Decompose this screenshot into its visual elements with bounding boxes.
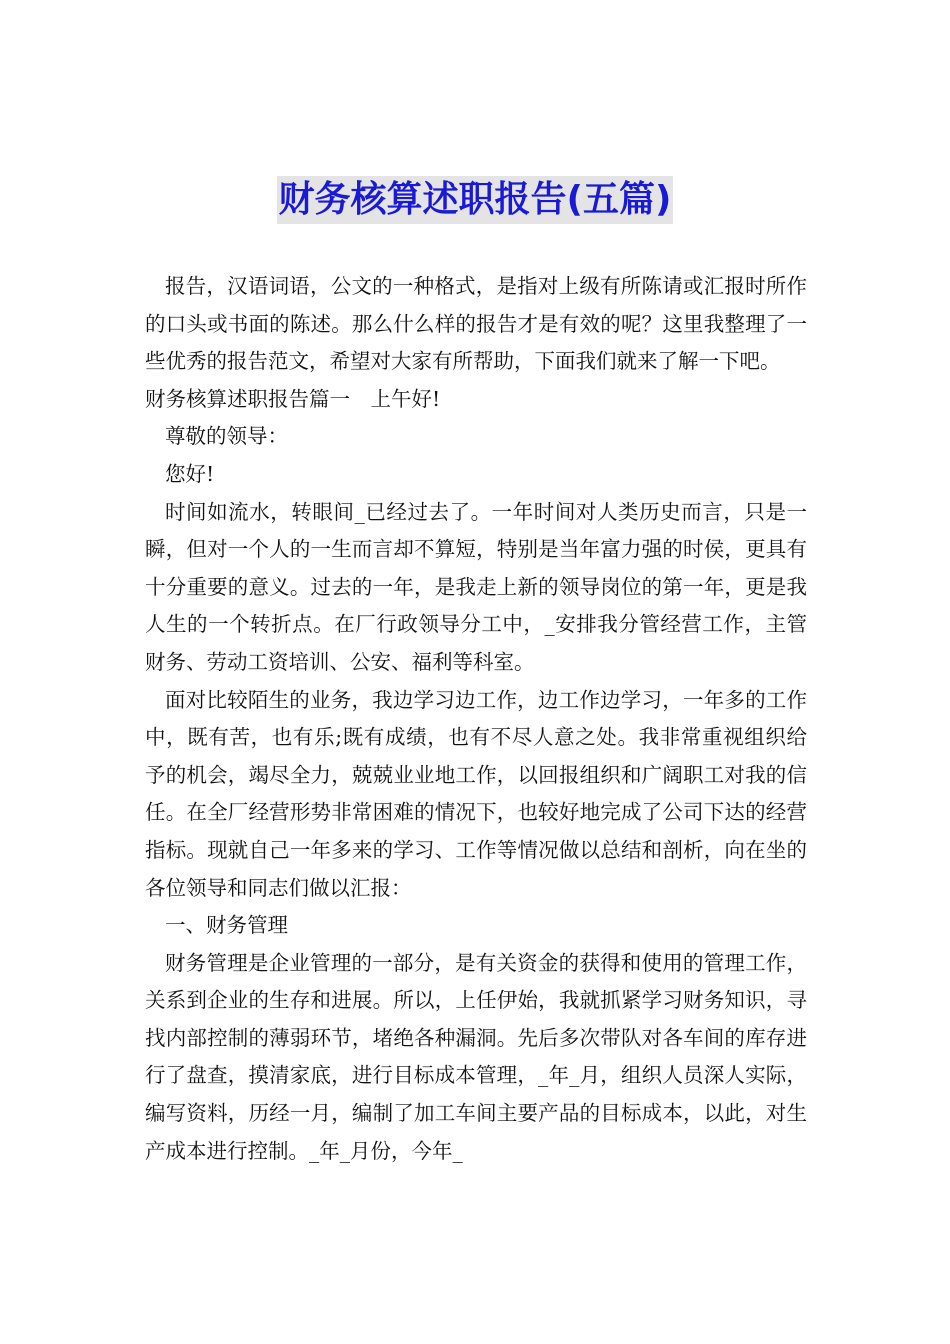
paragraph-greeting: 您好!: [165, 461, 215, 486]
paragraph-body-3: 财务管理是企业管理的一部分，是有关资金的获得和使用的管理工作，关系到企业的生存和进展。所以，上任伊始，我就抓紧学习财务知识，寻找内部控制的薄弱环节，堵绝各种漏洞。先后多次带队对各车间的库存进行了盘查，摸清家底，进行目标成本管理，_年_月，组织人员深人实际，编写资料，历经一月，编制了加工车间主要产品的目标成本，以此，对生产成本进行控制。_年_月份，今年_: [145, 950, 807, 1163]
paragraph-section-heading: 财务核算述职报告篇一 上午好!: [145, 386, 441, 411]
paragraph-body-2: 面对比较陌生的业务，我边学习边工作，边工作边学习，一年多的工作中，既有苦，也有乐;既有成绩，也有不尽人意之处。我非常重视组织给予的机会，竭尽全力，兢兢业业地工作，以回报组织和广阔职工对我的信任。在全厂经营形势非常困难的情况下，也较好地完成了公司下达的经营指标。现就自己一年多来的学习、工作等情况做以总结和剖析，向在坐的各位领导和同志们做以汇报：: [145, 687, 807, 900]
document-body: [145, 268, 807, 1170]
paragraph-intro: 报告，汉语词语，公文的一种格式，是指对上级有所陈请或汇报时所作的口头或书面的陈述。那么什么样的报告才是有效的呢？这里我整理了一些优秀的报告范文，希望对大家有所帮助，下面我们就来了解一下吧。: [145, 274, 807, 374]
paragraph-subheading: 一、财务管理: [165, 913, 288, 938]
document-title: 财务核算述职报告(五篇): [277, 176, 674, 224]
title-wrap: [0, 176, 950, 224]
paragraph-salutation: 尊敬的领导：: [165, 424, 288, 449]
paragraph-body-1: 时间如流水，转眼间_已经过去了。一年时间对人类历史而言，只是一瞬，但对一个人的一生而言却不算短，特别是当年富力强的时侯，更具有十分重要的意义。过去的一年，是我走上新的领导岗位的第一年，更是我人生的一个转折点。在厂行政领导分工中，_安排我分管经营工作，主管财务、劳动工资培训、公安、福利等科室。: [145, 499, 807, 674]
